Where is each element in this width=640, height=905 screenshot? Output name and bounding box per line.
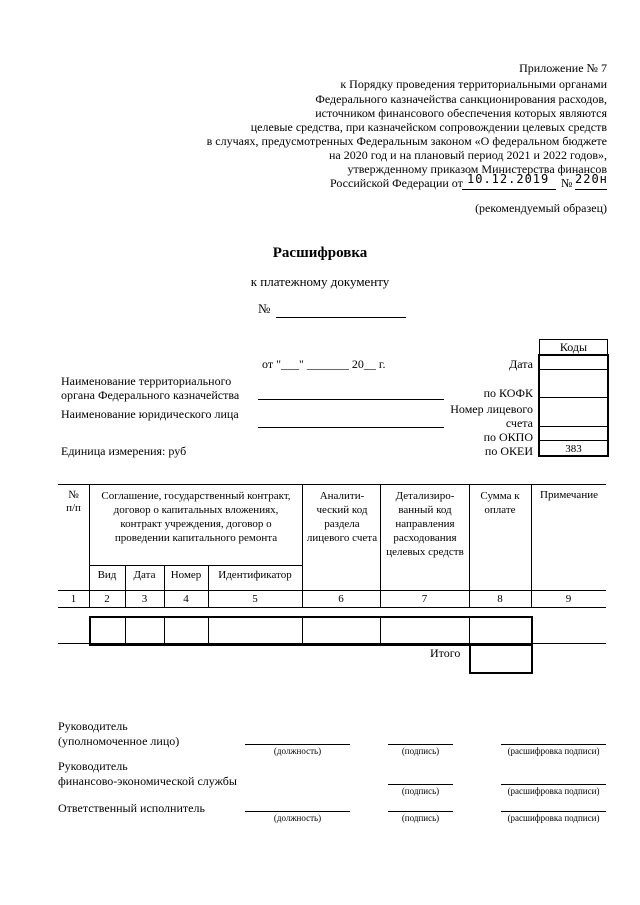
col-number: 3	[141, 593, 148, 605]
subcol-identifier: Идентификатор	[218, 569, 292, 581]
col-analytic-header: Аналити-ческий код раздела лицевого счета	[306, 490, 378, 544]
position-caption: (должность)	[273, 746, 322, 756]
sample-note: (рекомендуемый образец)	[475, 201, 607, 215]
codes-header: Коды	[559, 340, 588, 354]
head-decoding-field[interactable]	[501, 744, 606, 745]
col-number: 5	[252, 593, 258, 605]
okpo-label: по ОКПО	[483, 430, 533, 444]
col-number: 6	[338, 593, 344, 605]
order-prefix: Российской Федерации от	[330, 176, 463, 190]
okei-value: 383	[565, 443, 582, 455]
col-number: 9	[565, 593, 572, 605]
signature-caption: (подпись)	[401, 746, 440, 756]
col-no-line2: п/п	[66, 502, 81, 514]
order-number-sign: №	[561, 176, 573, 190]
document-title: Расшифровка	[272, 245, 368, 261]
total-cell[interactable]	[469, 643, 533, 674]
table-row[interactable]	[89, 616, 533, 646]
okei-label: по ОКЕИ	[484, 444, 533, 458]
appendix-title: Приложение № 7	[519, 61, 607, 75]
col-agreement-header: Соглашение, государственный контракт, договор о капитальных вложениях, контракт учреждения, договор о проведении капитального ремонта	[101, 490, 291, 544]
position-caption: (должность)	[273, 813, 322, 823]
header-line: в случаях, предусмотренных Федеральным законом «О федеральном бюджете	[206, 134, 607, 148]
subcol-date: Дата	[133, 569, 156, 581]
executor-label: Ответственный исполнитель	[58, 801, 205, 815]
territorial-organ-field[interactable]	[258, 399, 444, 400]
executor-decoding-field[interactable]	[501, 811, 606, 812]
legal-entity-field[interactable]	[258, 427, 444, 428]
order-number: 220н	[575, 172, 608, 186]
executor-signature-field[interactable]	[388, 811, 453, 812]
decoding-caption: (расшифровка подписи)	[507, 746, 600, 756]
unit-label: Единица измерения: руб	[61, 444, 187, 458]
col-number: 4	[183, 593, 189, 605]
legal-entity-label: Наименование юридического лица	[61, 407, 239, 421]
order-date: 10.12.2019	[467, 172, 550, 186]
header-line: целевые средства, при казначейском сопровождении целевых средств	[250, 120, 607, 134]
account-label: Номер лицевого	[450, 402, 533, 416]
executor-position-field[interactable]	[245, 811, 350, 812]
col-number: 8	[497, 593, 503, 605]
header-line: источником финансового обеспечения которых являются	[315, 106, 607, 120]
territorial-organ-label-2: органа Федерального казначейства	[61, 388, 240, 402]
col-number: 1	[70, 593, 77, 605]
fin-decoding-field[interactable]	[501, 784, 606, 785]
number-field[interactable]	[276, 317, 406, 318]
territorial-organ-label: Наименование территориального	[61, 374, 232, 388]
date-line: от "___" _______ 20__ г.	[262, 357, 386, 371]
header-line: утвержденному приказом Министерства финансов	[347, 162, 607, 176]
fin-head-label-2: финансово-экономической службы	[58, 774, 237, 788]
head-label-2: (уполномоченное лицо)	[58, 734, 180, 748]
number-label: №	[258, 301, 271, 316]
decoding-caption: (расшифровка подписи)	[507, 813, 600, 823]
header-line: Федерального казначейства санкционирования расходов,	[315, 92, 607, 106]
col-sum-header: Сумма к оплате	[480, 490, 520, 516]
col-note-header: Примечание	[540, 489, 598, 501]
fin-signature-field[interactable]	[388, 784, 453, 785]
decoding-caption: (расшифровка подписи)	[507, 786, 600, 796]
header-line: на 2020 год и на плановый период 2021 и 2022 годов»,	[328, 148, 607, 162]
header-line: к Порядку проведения территориальными органами	[340, 77, 607, 91]
col-no-line1: №	[68, 489, 79, 501]
account-label-2: счета	[505, 416, 533, 430]
subcol-kind: Вид	[97, 569, 117, 581]
kofk-label: по КОФК	[483, 386, 533, 400]
fin-head-label: Руководитель	[58, 759, 128, 773]
col-number: 7	[421, 593, 428, 605]
head-position-field[interactable]	[245, 744, 350, 745]
col-detail-header: Детализиро-ванный код направления расходования целевых средств	[386, 490, 464, 558]
col-no-header	[58, 489, 89, 515]
subcol-number: Номер	[170, 569, 202, 581]
head-label: Руководитель	[58, 719, 128, 733]
col-number: 2	[104, 593, 110, 605]
signature-caption: (подпись)	[401, 786, 440, 796]
total-label: Итого	[430, 646, 461, 660]
date-label: Дата	[509, 357, 533, 371]
signature-caption: (подпись)	[401, 813, 440, 823]
head-signature-field[interactable]	[388, 744, 453, 745]
document-subtitle: к платежному документу	[250, 274, 390, 289]
